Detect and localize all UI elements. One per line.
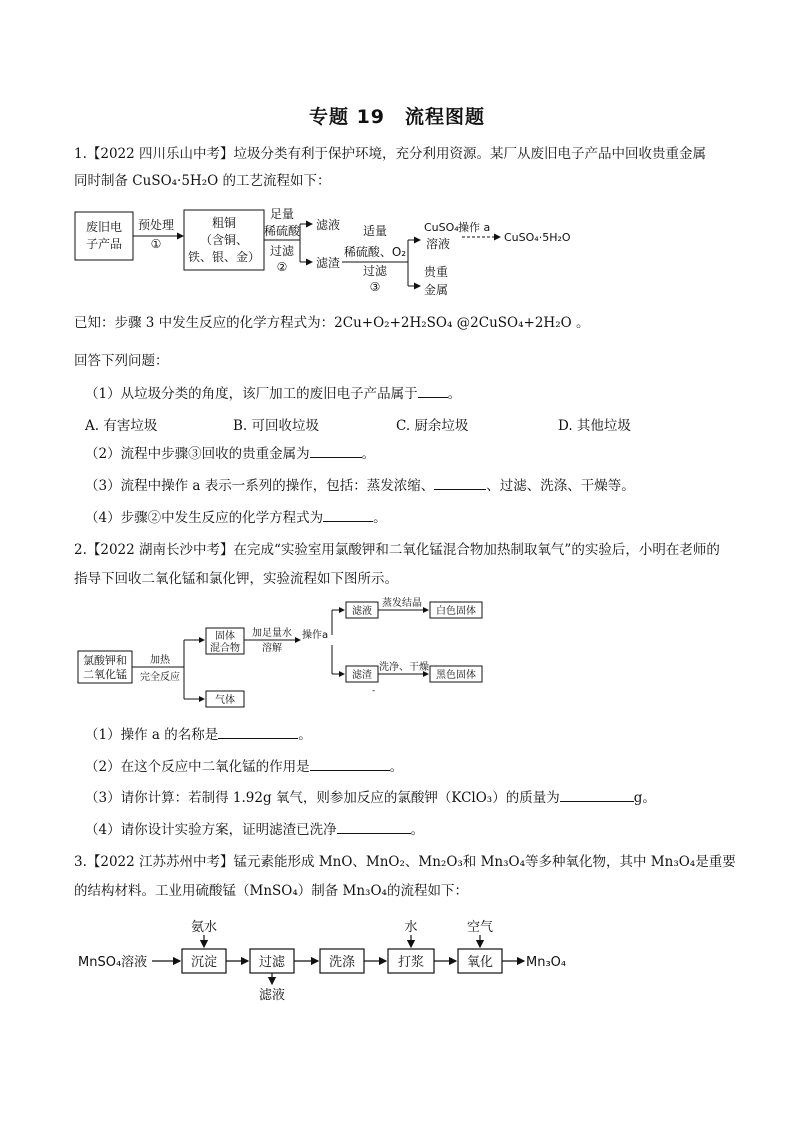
q2-box-residue xyxy=(346,666,378,682)
q1-metal-l2: 金属 xyxy=(424,283,449,297)
q2-stem-line2: 指导下回收二氧化锰和氯化钾，实验流程如下图所示。 xyxy=(74,571,398,587)
q1-metal-l1: 贵重 xyxy=(424,265,449,279)
q3-stem-line2: 的结构材料。工业用硫酸锰（MnSO₄）制备 Mn₃O₄的流程如下： xyxy=(74,883,468,899)
q3-box-slurry xyxy=(388,949,434,973)
q2-black: 黑色固体 xyxy=(436,670,476,681)
q2-box-start xyxy=(78,651,132,683)
q2-dash-mark: - xyxy=(372,686,376,696)
q2-start-l2: 二氧化锰 xyxy=(83,668,127,681)
q2-sub3-blank[interactable] xyxy=(560,789,634,802)
q1-option-a[interactable]: A. 有害垃圾 xyxy=(85,418,158,434)
q3-stem-line1: 3.【2022 江苏苏州中考】锰元素能形成 MnO、MnO₂、Mn₂O₃和 Mn₃O₄等多种氧化物，其中 Mn₃O₄是重要 xyxy=(74,854,736,870)
q1-product: CuSO₄·5H₂O xyxy=(504,231,571,244)
q1-sub1: （1）从垃圾分类的角度，该厂加工的废旧电子产品属于 。 xyxy=(85,386,462,402)
q3-air: 空气 xyxy=(466,920,494,935)
q1-box2-l1: 粗铜 xyxy=(211,216,237,230)
q2-box-black xyxy=(430,666,482,682)
q3-filtrate: 滤液 xyxy=(258,988,286,1003)
q1-sub4: （4）步骤②中发生反应的化学方程式为 。 xyxy=(85,510,387,526)
q2-solid-l2: 混合物 xyxy=(210,643,240,654)
page-title: 专题 19 流程图题 xyxy=(308,106,486,128)
q1-sub2: （2）流程中步骤③回收的贵重金属为 。 xyxy=(85,446,376,462)
q2-start-l1: 氯酸钾和 xyxy=(83,654,127,667)
q1-sub2-blank[interactable] xyxy=(310,445,362,458)
q3-oxid: 氧化 xyxy=(466,955,494,970)
q3-slurry: 打浆 xyxy=(397,955,425,970)
q3-wash: 洗涤 xyxy=(328,955,356,970)
q1-option-c[interactable]: C. 厨余垃圾 xyxy=(396,418,469,434)
q2-stem-line1: 2.【2022 湖南长沙中考】在完成“实验室用氯酸钾和二氧化锰混合物加热制取氧气”的实验后，小明在老师的 xyxy=(74,542,720,558)
q2-sub1-blank[interactable] xyxy=(218,726,298,739)
q1-answer-intro: 回答下列问题： xyxy=(74,353,169,369)
q1-step3-l4: ③ xyxy=(369,280,381,294)
q3-box-oxid xyxy=(458,949,502,973)
q1-stem-line2: 同时制备 CuSO₄·5H₂O 的工艺流程如下： xyxy=(74,173,331,189)
q1-sub3: （3）流程中操作 a 表示一系列的操作，包括：蒸发浓缩、 、过滤、洗涤、干燥等。 xyxy=(85,478,635,494)
q2-heat-bot: 完全反应 xyxy=(140,672,180,683)
q1-residue: 滤渣 xyxy=(316,256,341,270)
q1-box2-l2: （含铜、 xyxy=(199,233,249,247)
q2-evap: 蒸发结晶 xyxy=(382,598,422,609)
q1-known-equation: 已知：步骤 3 中发生反应的化学方程式为：2Cu+O₂+2H₂SO₄ @2CuSO₄+2H₂O 。 xyxy=(74,315,590,331)
q1-option-b[interactable]: B. 可回收垃圾 xyxy=(233,418,320,434)
q3-water: 水 xyxy=(404,920,418,935)
q1-sub1-blank[interactable] xyxy=(418,385,448,398)
q1-step3-l3: 过滤 xyxy=(362,264,388,278)
q1-box-ewaste xyxy=(75,212,133,260)
q1-box-crude-copper xyxy=(184,210,264,270)
q2-box-white xyxy=(430,602,482,618)
q2-filtrate: 滤液 xyxy=(352,606,372,617)
q3-box-precip xyxy=(182,949,226,973)
q2-gas: 气体 xyxy=(215,695,235,706)
q2-residue: 滤渣 xyxy=(352,670,372,681)
q2-sub1: （1）操作 a 的名称是 。 xyxy=(85,727,312,743)
q2-sub2-blank[interactable] xyxy=(310,758,390,771)
q2-sub4: （4）请你设计实验方案，证明滤渣已洗净 。 xyxy=(85,822,425,838)
q2-wash: 洗净、干燥 xyxy=(379,662,429,673)
q1-step2-l4: ② xyxy=(276,260,288,274)
q2-box-filtrate xyxy=(346,602,378,618)
q2-dissolve-bot: 溶解 xyxy=(262,643,282,654)
q1-step2-l2: 稀硫酸 xyxy=(263,224,301,238)
q1-arrow1-bot: ① xyxy=(150,237,162,251)
q1-step2-l3: 过滤 xyxy=(269,244,295,258)
q2-white: 白色固体 xyxy=(436,606,476,617)
q1-step2-l1: 足量 xyxy=(269,207,295,221)
q1-box2-l3: 铁、银、金） xyxy=(187,250,261,264)
q2-solid-l1: 固体 xyxy=(215,631,235,642)
q2-dissolve-top: 加足量水 xyxy=(252,628,292,639)
q1-step3-l2: 稀硫酸、O₂ xyxy=(343,245,407,259)
q2-heat-top: 加热 xyxy=(150,655,170,666)
q1-sub3-blank[interactable] xyxy=(434,477,486,490)
q3-ammonia: 氨水 xyxy=(190,920,218,935)
q2-sub2: （2）在这个反应中二氧化锰的作用是 。 xyxy=(85,759,404,775)
q2-op-a: 操作a xyxy=(302,630,329,641)
q3-box-filter xyxy=(250,949,294,973)
q3-product: Mn₃O₄ xyxy=(526,955,567,970)
q3-box-wash xyxy=(320,949,364,973)
q3-filter: 过滤 xyxy=(258,955,286,970)
q1-step3-l1: 适量 xyxy=(362,224,388,238)
q1-filtrate: 滤液 xyxy=(316,218,341,232)
q1-cuso4-l1: CuSO₄ xyxy=(424,221,459,234)
q1-op-a: 操作 a xyxy=(458,221,491,234)
q1-option-d[interactable]: D. 其他垃圾 xyxy=(558,418,631,434)
q2-sub4-blank[interactable] xyxy=(337,821,411,834)
q2-box-solid xyxy=(206,628,244,654)
q2-sub3: （3）请你计算：若制得 1.92g 氧气，则参加反应的氯酸钾（KClO₃）的质量为 g。 xyxy=(85,790,656,806)
q1-box-ewaste-l2: 子产品 xyxy=(85,237,123,251)
q3-start: MnSO₄溶液 xyxy=(78,955,148,970)
q1-box-ewaste-l1: 废旧电 xyxy=(85,220,123,234)
q2-box-gas xyxy=(206,691,244,707)
q3-precip: 沉淀 xyxy=(190,955,218,970)
q1-cuso4-l2: 溶液 xyxy=(426,237,451,251)
q1-arrow1-top: 预处理 xyxy=(137,218,175,232)
q1-sub4-blank[interactable] xyxy=(323,509,373,522)
q1-stem-line1: 1.【2022 四川乐山中考】垃圾分类有利于保护环境，充分利用资源。某厂从废旧电子产品中回收贵重金属 xyxy=(74,146,707,162)
